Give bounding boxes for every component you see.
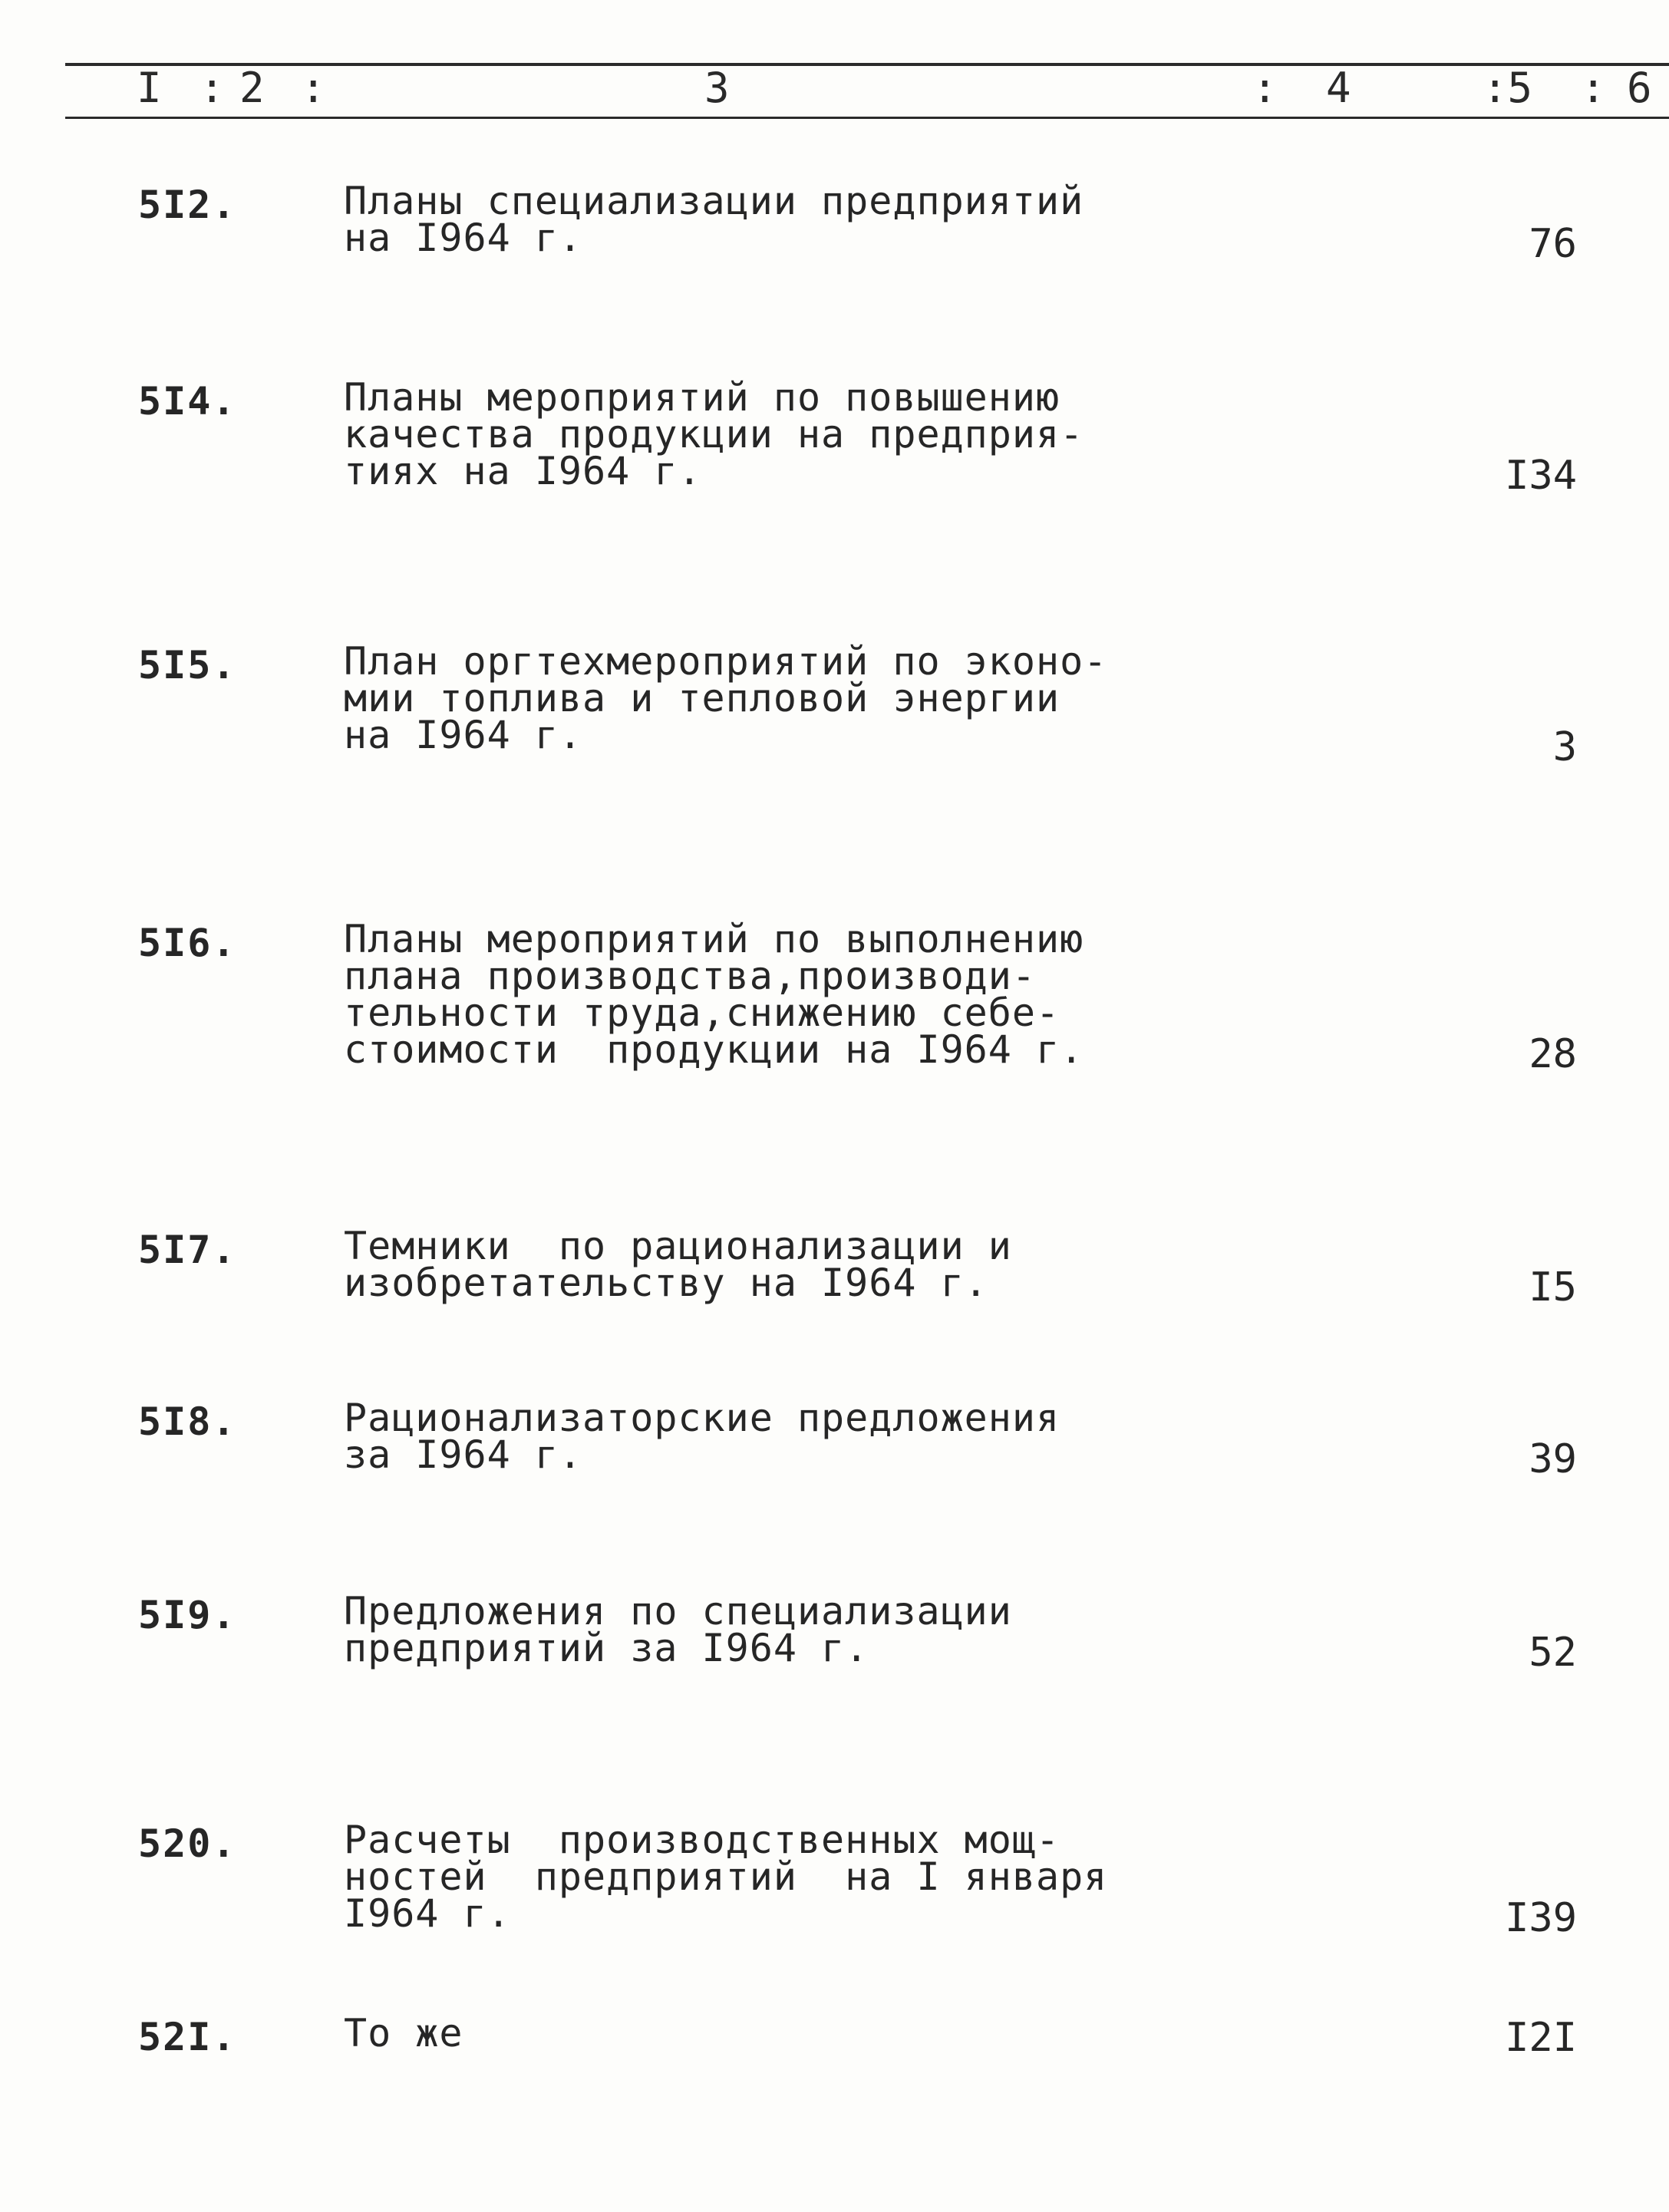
entry-title-line: изобретательству на I964 г. <box>344 1261 988 1305</box>
entry-number: 520. <box>138 1821 237 1866</box>
entry-title-line: тиях на I964 г. <box>344 449 702 493</box>
column-header-4: 4 <box>1326 64 1351 112</box>
entry-title-line: качества продукции на предприя- <box>344 412 1084 457</box>
entry-sheet-count: 76 <box>1529 221 1577 267</box>
entry-sheet-count: I2I <box>1505 2015 1577 2061</box>
entry-sheet-count: I39 <box>1505 1895 1577 1941</box>
entry-sheet-count: 3 <box>1552 724 1577 770</box>
entry-title-line: Планы мероприятий по выполнению <box>344 917 1084 961</box>
entry-number: 5I4. <box>138 379 237 424</box>
column-header-5: :5 <box>1483 64 1533 112</box>
entry-title-line: тельности труда,снижению себе- <box>344 991 1060 1035</box>
entry-title-line: стоимости продукции на I964 г. <box>344 1027 1084 1072</box>
entry-title <box>344 375 1265 493</box>
entry-title-line: План оргтехмероприятий по эконо- <box>344 639 1108 684</box>
column-header-separator: : <box>301 64 326 112</box>
entry-sheet-count: I34 <box>1505 453 1577 499</box>
entry-title-line: I964 г. <box>344 1891 511 1936</box>
column-header-separator: : <box>1252 64 1278 112</box>
entry-number: 5I6. <box>138 921 237 965</box>
entry-title-line: Темники по рационализации и <box>344 1224 1012 1268</box>
column-header-2: 2 <box>239 64 265 112</box>
entry-title-line: Планы мероприятий по повышению <box>344 375 1060 420</box>
entry-number: 5I9. <box>138 1593 237 1637</box>
entry-title-line: То же <box>344 2011 463 2055</box>
entry-number: 5I5. <box>138 643 237 687</box>
entry-title-line: на I964 г. <box>344 713 583 757</box>
entry-sheet-count: 39 <box>1529 1436 1577 1482</box>
entry-number: 5I2. <box>138 183 237 227</box>
column-header-1: I <box>137 64 162 112</box>
entry-title-line: Рационализаторские предложения <box>344 1396 1060 1440</box>
entry-title <box>344 639 1265 757</box>
column-header-3: 3 <box>704 64 730 112</box>
entry-sheet-count: 28 <box>1529 1031 1577 1077</box>
entry-title <box>344 1224 1265 1305</box>
entry-title-line: Предложения по специализации <box>344 1589 1012 1633</box>
entry-title-line: мии топлива и тепловой энергии <box>344 676 1060 720</box>
entry-title-line: Планы специализации предприятий <box>344 179 1084 223</box>
entry-number: 52I. <box>138 2015 237 2059</box>
entry-sheet-count: 52 <box>1529 1630 1577 1676</box>
entry-number: 5I8. <box>138 1399 237 1444</box>
header-bottom-rule <box>65 117 1669 119</box>
column-header-6: 6 <box>1627 64 1652 112</box>
column-header-separator: : <box>1581 64 1606 112</box>
entry-sheet-count: I5 <box>1529 1264 1577 1310</box>
entry-title-line: Расчеты производственных мощ- <box>344 1818 1060 1862</box>
entry-title <box>344 1818 1265 1936</box>
entry-title-line: плана производства,производи- <box>344 954 1036 998</box>
entry-number: 5I7. <box>138 1228 237 1272</box>
entry-title-line: на I964 г. <box>344 216 583 260</box>
column-header-separator: : <box>200 64 225 112</box>
entry-title <box>344 2011 1265 2055</box>
entry-title <box>344 179 1265 260</box>
entry-title <box>344 917 1265 1072</box>
entry-title <box>344 1396 1265 1477</box>
entry-title <box>344 1589 1265 1670</box>
entry-title-line: ностей предприятий на I января <box>344 1854 1108 1899</box>
entry-title-line: предприятий за I964 г. <box>344 1626 869 1670</box>
entry-title-line: за I964 г. <box>344 1432 583 1477</box>
